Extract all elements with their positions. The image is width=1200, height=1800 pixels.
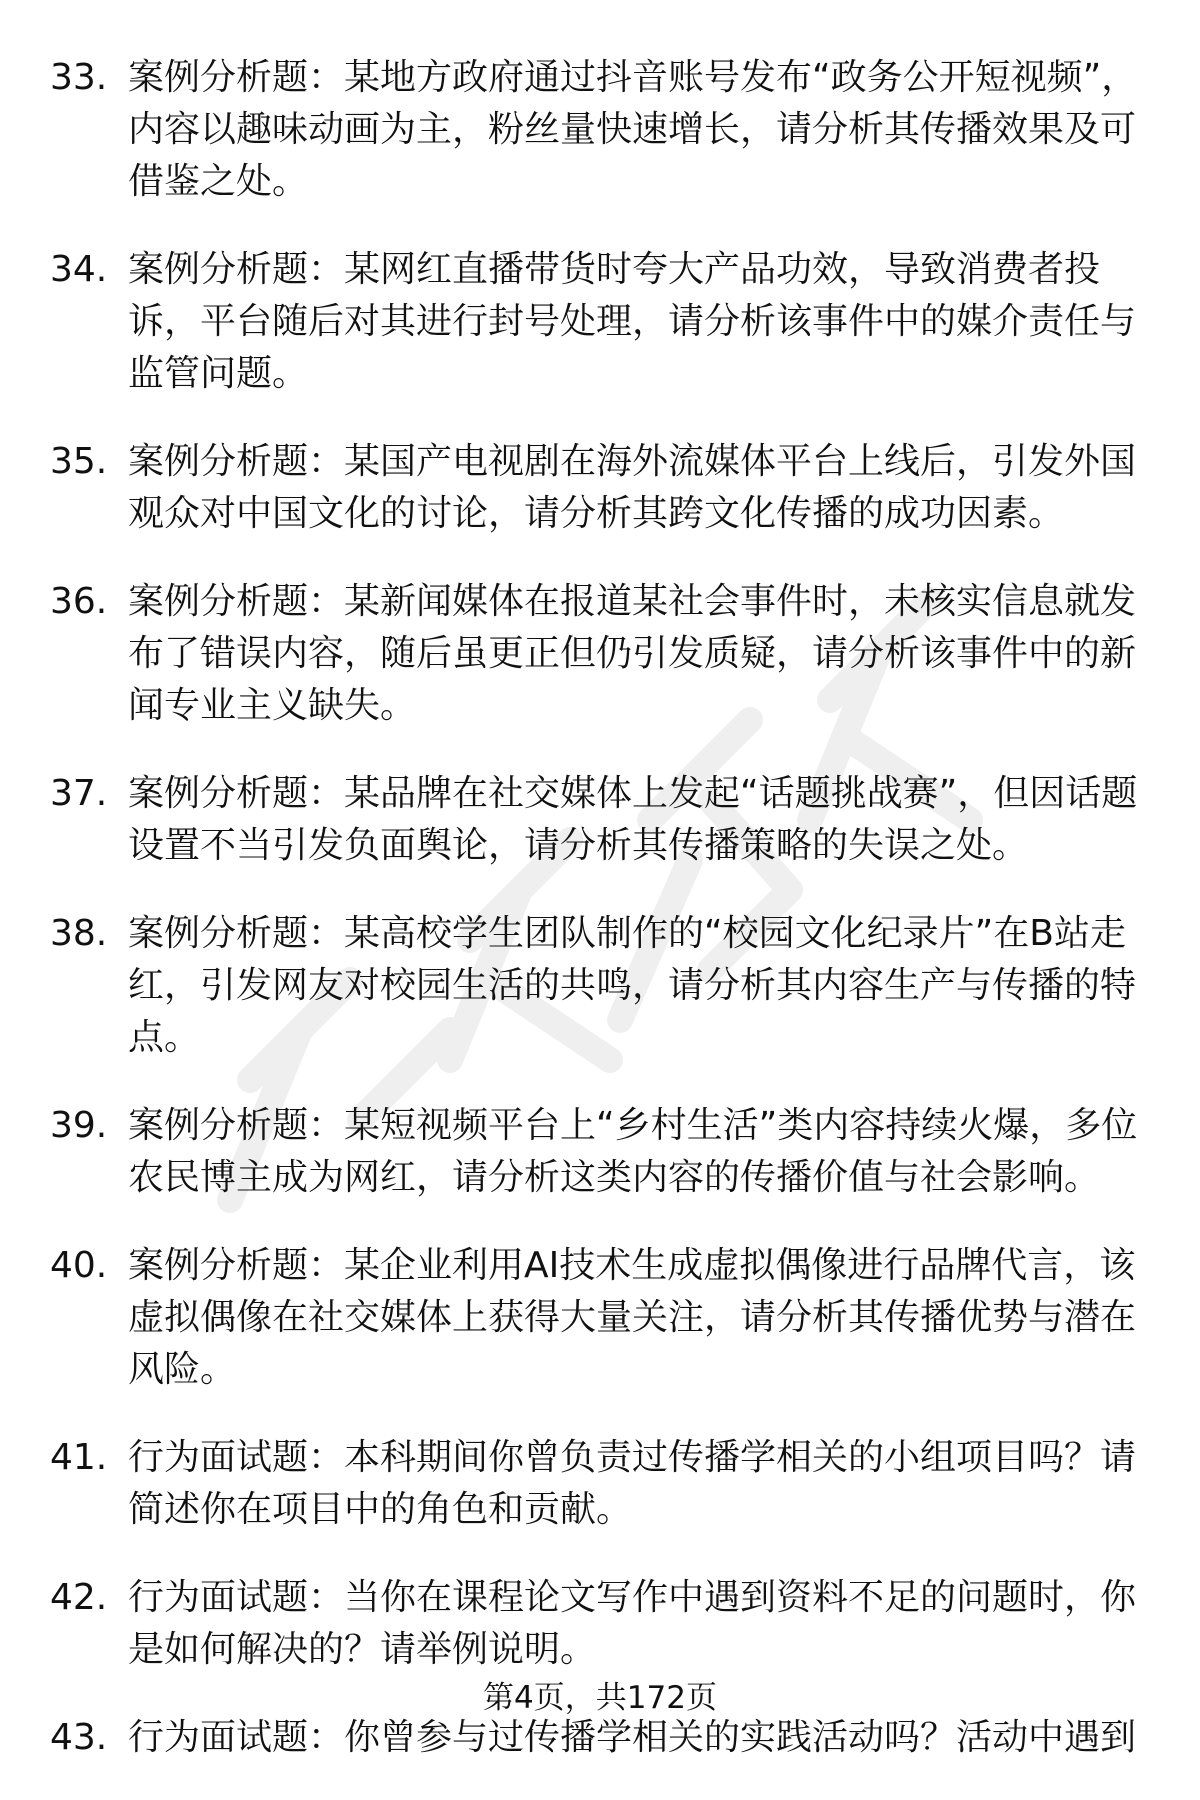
question-number: 33. [50,57,108,98]
question-number: 34. [50,249,108,290]
question-item [0,244,1200,400]
question-number: 37. [50,773,108,814]
question-number: 38. [50,913,108,954]
question-text: 案例分析题：某品牌在社交媒体上发起“话题挑战赛”，但因话题设置不当引发负面舆论，请分析其传播策略的失误之处。 [128,773,1138,866]
question-item [0,436,1200,540]
question-number: 41. [50,1437,108,1478]
question-text: 案例分析题：某地方政府通过抖音账号发布“政务公开短视频”，内容以趣味动画为主，粉丝量快速增长，请分析其传播效果及可借鉴之处。 [128,57,1138,202]
question-number: 42. [50,1577,108,1618]
question-item [0,1100,1200,1204]
page-footer [0,1676,1200,1720]
question-number: 43. [50,1717,108,1758]
question-item [0,1432,1200,1536]
question-item [0,908,1200,1064]
question-text: 案例分析题：某国产电视剧在海外流媒体平台上线后，引发外国观众对中国文化的讨论，请分析其跨文化传播的成功因素。 [128,441,1137,534]
question-number: 36. [50,581,108,622]
question-item [0,576,1200,732]
question-text: 案例分析题：某短视频平台上“乡村生活”类内容持续火爆，多位农民博主成为网红，请分析这类内容的传播价值与社会影响。 [128,1105,1138,1198]
question-text: 行为面试题：你曾参与过传播学相关的实践活动吗？活动中遇到 [128,1717,1137,1758]
question-text: 案例分析题：某网红直播带货时夸大产品功效，导致消费者投诉，平台随后对其进行封号处理，请分析该事件中的媒介责任与监管问题。 [128,249,1137,394]
question-item [0,768,1200,872]
question-text: 案例分析题：某企业利用AI技术生成虚拟偶像进行品牌代言，该虚拟偶像在社交媒体上获得大量关注，请分析其传播优势与潜在风险。 [128,1245,1137,1390]
question-item [0,1572,1200,1676]
question-text: 案例分析题：某高校学生团队制作的“校园文化纪录片”在B站走红，引发网友对校园生活的共鸣，请分析其内容生产与传播的特点。 [128,913,1137,1058]
question-list [0,52,1200,1800]
question-item [0,52,1200,208]
question-text: 案例分析题：某新闻媒体在报道某社会事件时，未核实信息就发布了错误内容，随后虽更正但仍引发质疑，请分析该事件中的新闻专业主义缺失。 [128,581,1137,726]
question-text: 行为面试题：当你在课程论文写作中遇到资料不足的问题时，你是如何解决的？请举例说明。 [128,1577,1137,1670]
question-number: 35. [50,441,108,482]
question-item [0,1240,1200,1396]
question-number: 40. [50,1245,108,1286]
question-text: 行为面试题：本科期间你曾负责过传播学相关的小组项目吗？请简述你在项目中的角色和贡献。 [128,1437,1137,1530]
question-number: 39. [50,1105,108,1146]
page-number-label: 第4页，共172页 [483,1680,717,1716]
